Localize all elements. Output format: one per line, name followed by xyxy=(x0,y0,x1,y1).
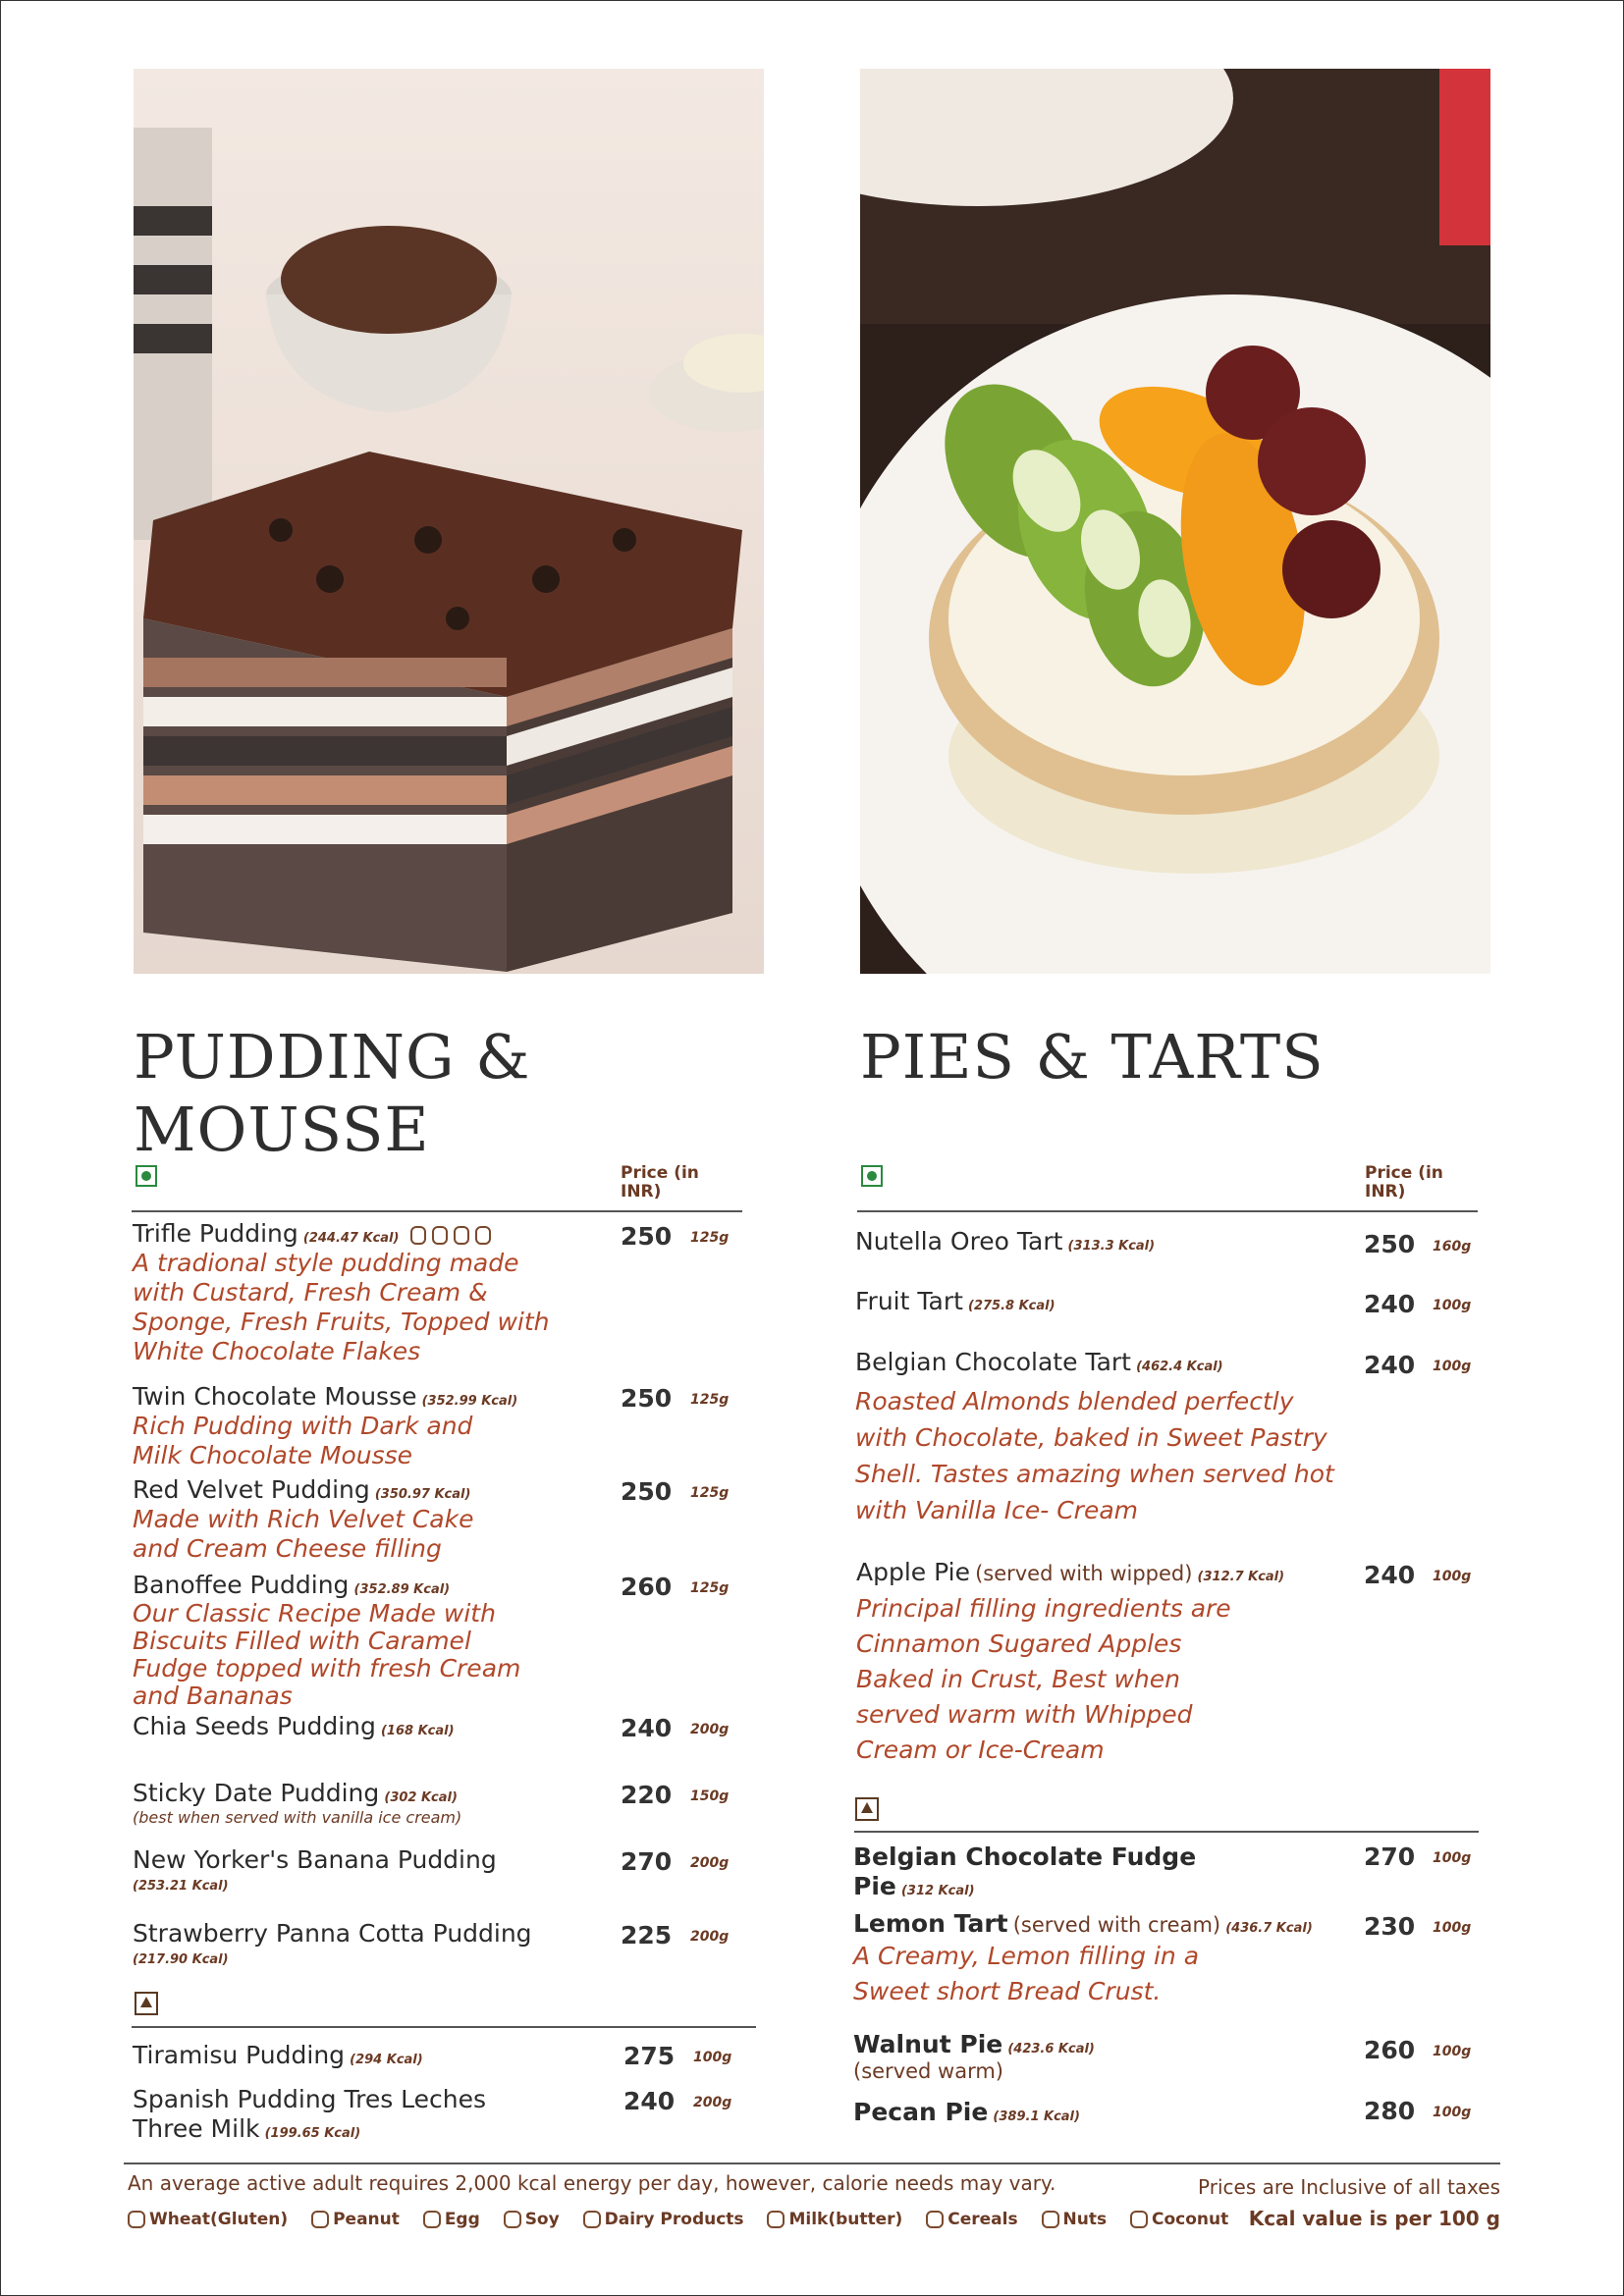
item-serving-note: (served with wipped) xyxy=(975,1562,1193,1585)
soy-icon xyxy=(454,1226,469,1245)
item-name: Tiramisu Pudding xyxy=(133,2041,346,2069)
item-weight: 100g xyxy=(1433,1920,1472,1936)
item-name: Banoffee Pudding xyxy=(133,1571,350,1599)
menu-item-red-velvet-pudding xyxy=(133,1475,604,1564)
menu-item-sticky-date-pudding xyxy=(133,1779,604,1827)
legend-label: Soy xyxy=(524,2210,560,2229)
nuts-icon xyxy=(1042,2211,1059,2228)
legend-wheat xyxy=(128,2210,288,2229)
footer-divider xyxy=(124,2163,1500,2164)
menu-item-spanish-pudding xyxy=(133,2085,545,2144)
item-price: 270 xyxy=(621,1847,673,1876)
section-title-pudding-mousse xyxy=(134,1021,530,1166)
legend-label: Cereals xyxy=(947,2210,1018,2229)
item-note: (best when served with vanilla ice cream) xyxy=(133,1808,462,1827)
legend-coconut xyxy=(1130,2210,1228,2229)
item-name: Sticky Date Pudding xyxy=(133,1779,380,1807)
non-veg-mark-icon xyxy=(135,1992,158,2015)
cereals-icon xyxy=(926,2211,944,2228)
item-name: Fruit Tart xyxy=(855,1287,963,1315)
veg-mark-icon xyxy=(861,1165,883,1187)
menu-item-tiramisu-pudding xyxy=(133,2041,623,2070)
item-price: 250 xyxy=(621,1384,673,1413)
item-weight: 125g xyxy=(690,1392,730,1408)
nuts-icon xyxy=(432,1226,448,1245)
item-name: Strawberry Panna Cotta Pudding xyxy=(133,1919,532,1948)
menu-item-twin-chocolate-mousse xyxy=(133,1382,604,1470)
calorie-note: An average active adult requires 2,000 kcal energy per day, however, calorie needs may vary. xyxy=(128,2171,1056,2195)
menu-item-belgian-chocolate-tart xyxy=(855,1348,1356,1528)
item-weight: 125g xyxy=(690,1580,730,1596)
item-weight: 125g xyxy=(690,1230,730,1246)
legend-nuts xyxy=(1042,2210,1108,2229)
egg-icon xyxy=(423,2211,441,2228)
item-weight: 150g xyxy=(690,1789,730,1804)
item-price: 260 xyxy=(1364,2036,1416,2064)
item-kcal: (312.7 Kcal) xyxy=(1197,1570,1285,1584)
item-weight: 100g xyxy=(1433,1850,1472,1866)
item-serving-note: (served warm) xyxy=(853,2059,1003,2083)
item-kcal: (352.99 Kcal) xyxy=(421,1394,518,1409)
menu-item-belgian-chocolate-fudge-pie xyxy=(853,1842,1246,1901)
legend-label: Milk(butter) xyxy=(788,2210,903,2229)
item-price: 225 xyxy=(621,1921,673,1949)
item-price: 280 xyxy=(1364,2097,1416,2125)
item-name: Twin Chocolate Mousse xyxy=(133,1382,417,1411)
item-kcal: (436.7 Kcal) xyxy=(1225,1921,1313,1936)
item-description: A Creamy, Lemon filling in a Sweet short Bread Crust. xyxy=(853,1942,1200,2005)
item-price: 270 xyxy=(1364,1842,1416,1871)
item-price: 240 xyxy=(1364,1561,1416,1589)
item-kcal: (312 Kcal) xyxy=(900,1884,975,1898)
item-name: Spanish Pudding Tres Leches Three Milk xyxy=(133,2085,487,2143)
menu-item-nutella-oreo-tart xyxy=(855,1227,1385,1256)
item-name: Belgian Chocolate Tart xyxy=(855,1348,1131,1376)
menu-item-walnut-pie xyxy=(853,2030,1344,2083)
menu-item-new-yorkers-banana-pudding xyxy=(133,1845,525,1894)
dairy-icon xyxy=(475,1226,491,1245)
item-weight: 100g xyxy=(1433,2105,1472,2120)
item-weight: 200g xyxy=(690,1929,730,1945)
item-description: Roasted Almonds blended perfectly with Chocolate, baked in Sweet Pastry Shell. Tastes amazing when served hot with Vanilla Ice- Cream xyxy=(855,1387,1334,1524)
item-price: 240 xyxy=(621,1714,673,1742)
legend-dairy xyxy=(583,2210,744,2229)
item-price: 250 xyxy=(621,1222,673,1251)
divider xyxy=(857,1210,1478,1212)
item-name: Trifle Pudding xyxy=(133,1219,298,1248)
item-price: 260 xyxy=(621,1573,673,1601)
item-weight: 100g xyxy=(693,2050,732,2065)
item-name: Pecan Pie xyxy=(853,2098,989,2126)
item-kcal: (168 Kcal) xyxy=(380,1724,455,1738)
item-kcal: (294 Kcal) xyxy=(350,2053,423,2067)
item-name: Red Velvet Pudding xyxy=(133,1475,370,1504)
item-description: Made with Rich Velvet Cake and Cream Cheese filling xyxy=(133,1505,474,1563)
menu-item-lemon-tart xyxy=(853,1909,1364,2009)
wheat-icon xyxy=(128,2211,145,2228)
soy-icon xyxy=(504,2211,521,2228)
item-name: Chia Seeds Pudding xyxy=(133,1712,376,1740)
item-price: 220 xyxy=(621,1781,673,1809)
legend-egg xyxy=(423,2210,480,2229)
item-price: 230 xyxy=(1364,1912,1416,1941)
item-weight: 160g xyxy=(1433,1239,1472,1255)
pudding-illustration xyxy=(134,69,764,974)
item-name: Walnut Pie xyxy=(853,2030,1003,2058)
legend-label: Coconut xyxy=(1152,2210,1229,2229)
kcal-basis-note: Kcal value is per 100 g xyxy=(1248,2207,1500,2230)
legend-peanut xyxy=(311,2210,400,2229)
item-price: 240 xyxy=(1364,1351,1416,1379)
item-kcal: (217.90 Kcal) xyxy=(133,1952,229,1967)
item-weight: 200g xyxy=(690,1855,730,1871)
item-kcal: (313.3 Kcal) xyxy=(1067,1239,1156,1254)
legend-label: Dairy Products xyxy=(604,2210,744,2229)
dairy-icon xyxy=(583,2211,601,2228)
item-weight: 200g xyxy=(693,2095,732,2110)
item-weight: 200g xyxy=(690,1722,730,1737)
peanut-icon xyxy=(311,2211,329,2228)
item-weight: 100g xyxy=(1433,1359,1472,1374)
divider xyxy=(132,2026,756,2028)
menu-item-banoffee-pudding xyxy=(133,1571,604,1710)
item-weight: 100g xyxy=(1433,2044,1472,2059)
item-name: Belgian Chocolate Fudge Pie xyxy=(853,1842,1197,1900)
allergen-legend xyxy=(128,2210,1246,2229)
item-price: 275 xyxy=(623,2042,676,2070)
section-title-pies-tarts: PIES & TARTS xyxy=(860,1021,1325,1093)
item-name: New Yorker's Banana Pudding xyxy=(133,1845,497,1874)
fruit-tart-illustration xyxy=(860,69,1490,974)
item-kcal: (423.6 Kcal) xyxy=(1007,2042,1095,2056)
item-description: Principal filling ingredients are Cinnamon Sugared Apples Baked in Crust, Best when served warm with Whipped Cream or Ice-Cream xyxy=(856,1594,1231,1764)
menu-item-trifle-pudding xyxy=(133,1219,604,1366)
item-kcal: (389.1 Kcal) xyxy=(993,2109,1080,2124)
legend-cereals xyxy=(926,2210,1017,2229)
legend-label: Wheat(Gluten) xyxy=(149,2210,289,2229)
item-description: Rich Pudding with Dark and Milk Chocolate Mousse xyxy=(133,1412,473,1469)
item-kcal: (462.4 Kcal) xyxy=(1136,1360,1223,1374)
item-description: Our Classic Recipe Made with Biscuits Filled with Caramel Fudge topped with fresh Cream and Bananas xyxy=(133,1599,521,1710)
item-name: Nutella Oreo Tart xyxy=(855,1227,1063,1255)
item-weight: 100g xyxy=(1433,1569,1472,1584)
menu-item-apple-pie xyxy=(856,1558,1367,1768)
pudding-photo xyxy=(134,69,764,974)
menu-item-fruit-tart xyxy=(855,1287,1385,1316)
milk-butter-icon xyxy=(767,2211,785,2228)
item-kcal: (244.47 Kcal) xyxy=(302,1231,400,1246)
menu-item-pecan-pie xyxy=(853,2098,1344,2127)
item-price: 250 xyxy=(1364,1230,1416,1258)
non-veg-mark-icon xyxy=(855,1797,879,1821)
item-weight: 125g xyxy=(690,1485,730,1501)
title-line-1: PUDDING & xyxy=(134,1021,531,1093)
item-name: Lemon Tart xyxy=(853,1909,1008,1938)
wheat-icon xyxy=(410,1226,426,1245)
item-description: A tradional style pudding made with Custard, Fresh Cream & Sponge, Fresh Fruits, Topped with White Chocolate Flakes xyxy=(133,1249,550,1365)
allergen-icons xyxy=(410,1226,497,1249)
item-weight: 100g xyxy=(1433,1298,1472,1313)
tart-photo xyxy=(860,69,1490,974)
title-line-2: MOUSSE xyxy=(134,1094,430,1165)
item-kcal: (199.65 Kcal) xyxy=(264,2126,361,2141)
item-kcal: (302 Kcal) xyxy=(384,1790,458,1805)
item-kcal: (352.89 Kcal) xyxy=(353,1582,451,1597)
legend-label: Peanut xyxy=(333,2210,400,2229)
divider xyxy=(854,1831,1479,1833)
menu-item-chia-seeds-pudding xyxy=(133,1712,476,1741)
divider xyxy=(132,1210,742,1212)
price-header: Price (in INR) xyxy=(621,1163,699,1201)
item-price: 250 xyxy=(621,1477,673,1506)
item-price: 240 xyxy=(623,2087,676,2115)
item-name: Apple Pie xyxy=(856,1558,970,1586)
legend-soy xyxy=(504,2210,560,2229)
item-kcal: (253.21 Kcal) xyxy=(133,1879,229,1894)
item-serving-note: (served with cream) xyxy=(1012,1913,1221,1937)
menu-item-strawberry-panna-cotta xyxy=(133,1919,565,1967)
item-price: 240 xyxy=(1364,1290,1416,1318)
price-header: Price (in INR) xyxy=(1365,1163,1443,1201)
item-kcal: (275.8 Kcal) xyxy=(968,1299,1056,1313)
legend-label: Nuts xyxy=(1062,2210,1108,2229)
tax-note: Prices are Inclusive of all taxes xyxy=(1198,2175,1500,2199)
coconut-icon xyxy=(1130,2211,1148,2228)
item-kcal: (350.97 Kcal) xyxy=(374,1487,471,1502)
veg-mark-icon xyxy=(135,1165,157,1187)
legend-label: Egg xyxy=(444,2210,480,2229)
legend-milk-butter xyxy=(767,2210,902,2229)
